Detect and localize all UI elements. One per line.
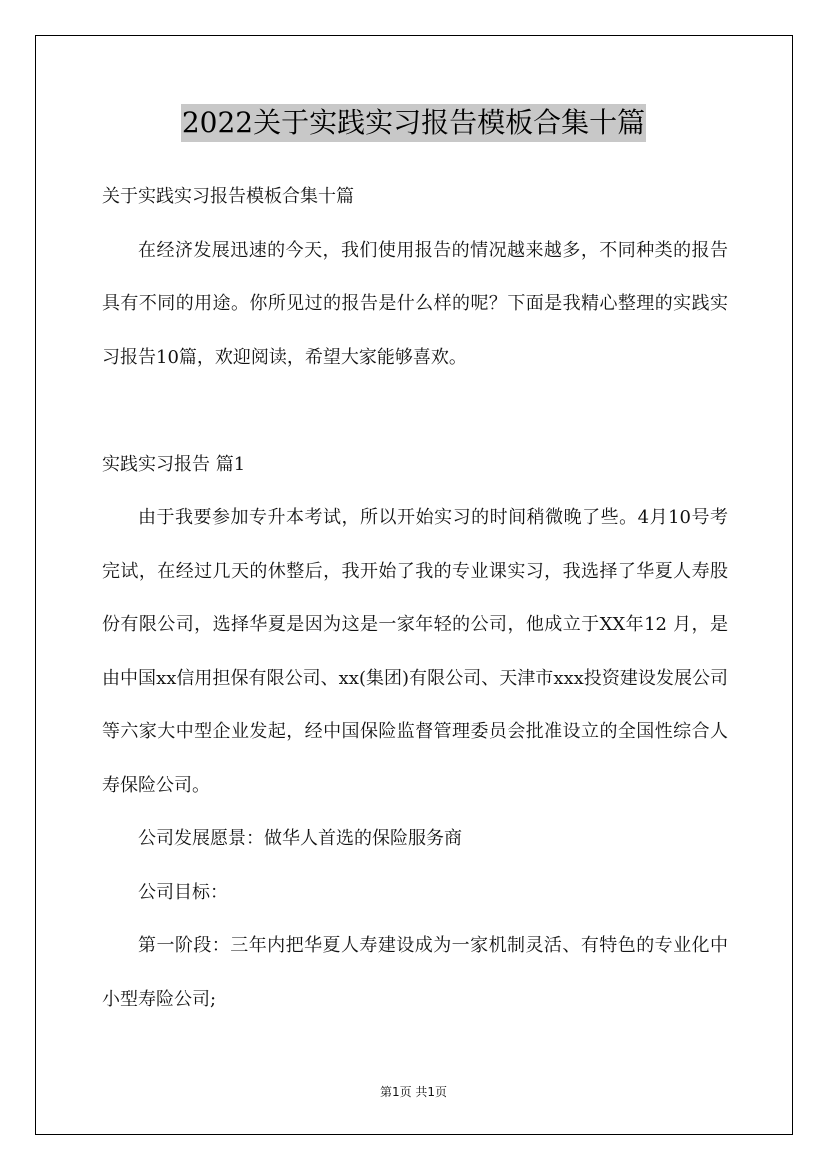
document-title: 2022关于实践实习报告模板合集十篇: [181, 104, 646, 142]
document-body: [102, 170, 728, 1026]
intro-paragraph: 在经济发展迅速的今天，我们使用报告的情况越来越多，不同种类的报告具有不同的用途。你所见过的报告是什么样的呢？下面是我精心整理的实践实习报告10篇，欢迎阅读，希望大家能够喜欢。: [102, 239, 728, 368]
body-paragraph: 公司发展愿景：做华人首选的保险服务商: [138, 828, 462, 849]
section-heading: 实践实习报告 篇1: [102, 453, 246, 475]
section-spacer: [102, 384, 728, 438]
document-title-wrapper: [0, 104, 827, 142]
body-paragraph: 由于我要参加专升本考试，所以开始实习的时间稍微晚了些。4月10号考完试，在经过几天的休整后，我开始了我的专业课实习，我选择了华夏人寿股份有限公司，选择华夏是因为这是一家年轻的公司，他成立于XX年12 月，是由中国xx信用担保有限公司、xx(集团)有限公司、天津市xxx投资建设发展公司等六家大中型企业发起，经中国保险监督管理委员会批准设立的全国性综合人寿保险公司。: [102, 507, 728, 796]
page-footer: 第1页 共1页: [379, 1085, 448, 1099]
subtitle: 关于实践实习报告模板合集十篇: [102, 186, 354, 207]
body-paragraph: 公司目标：: [138, 881, 228, 903]
body-paragraph: 第一阶段：三年内把华夏人寿建设成为一家机制灵活、有特色的专业化中小型寿险公司;: [102, 935, 728, 1010]
